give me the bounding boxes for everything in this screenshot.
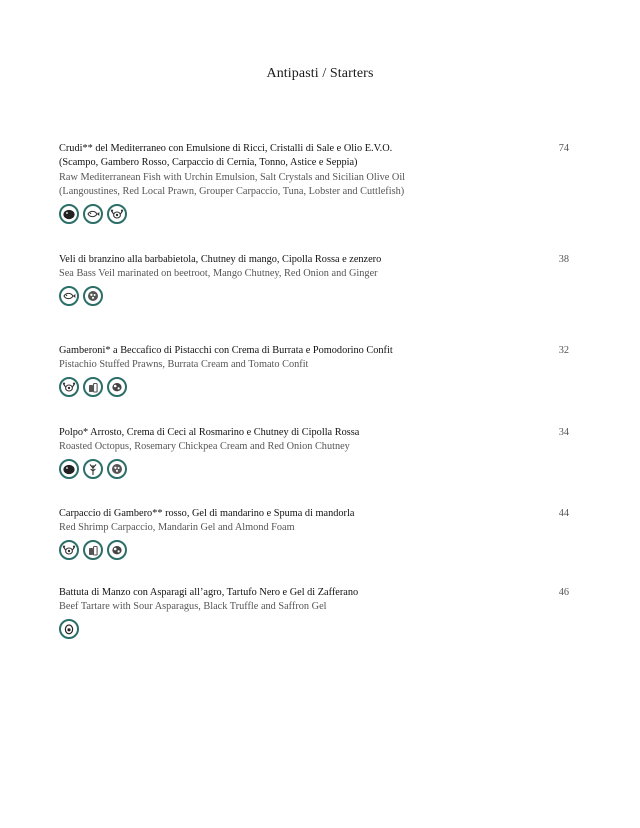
allergen-icons: [59, 286, 569, 306]
allergen-icons: [59, 377, 569, 397]
egg-icon: [59, 619, 79, 639]
sulphite-icon: [83, 286, 103, 306]
price: 74: [558, 143, 569, 154]
english-description: Raw Mediterranean Fish with Urchin Emulsion, Salt Crystals and Sicilian Olive Oil: [59, 172, 406, 183]
italian-name: Carpaccio di Gambero** rosso, Gel di mandarino e Spuma di mandorla: [59, 508, 355, 519]
english-description: Roasted Octopus, Rosemary Chickpea Cream and Red Onion Chutney: [59, 441, 350, 452]
english-description: Beef Tartare with Sour Asparagus, Black Truffle and Saffron Gel: [59, 601, 327, 612]
page-title: Antipasti / Starters: [266, 66, 374, 81]
crustacean-icon: [107, 204, 127, 224]
dairy-icon: [83, 540, 103, 560]
celery-icon: [83, 459, 103, 479]
crustacean-icon: [59, 540, 79, 560]
menu-item: [59, 142, 569, 224]
menu-item: [59, 426, 569, 479]
fish-icon: [83, 204, 103, 224]
price: 38: [558, 254, 569, 265]
mollusc-icon: [59, 204, 79, 224]
english-description: Pistachio Stuffed Prawns, Burrata Cream and Tomato Confit: [59, 359, 309, 370]
nuts-icon: [107, 540, 127, 560]
allergen-icons: [59, 204, 569, 224]
italian-name: Polpo* Arrosto, Crema di Ceci al Rosmarino e Chutney di Cipolla Rossa: [59, 427, 360, 438]
menu-item: [59, 344, 569, 397]
nuts-icon: [107, 377, 127, 397]
menu-item: [59, 586, 569, 639]
price: 44: [558, 508, 569, 519]
price: 46: [558, 587, 569, 598]
english-description: Red Shrimp Carpaccio, Mandarin Gel and Almond Foam: [59, 522, 295, 533]
price: 34: [558, 427, 569, 438]
italian-name: Gamberoni* a Beccafico di Pistacchi con Crema di Burrata e Pomodorino Confit: [59, 345, 393, 356]
price: 32: [558, 345, 569, 356]
italian-name: Crudi** del Mediterraneo con Emulsione di Ricci, Cristalli di Sale e Olio E.V.O.: [59, 143, 393, 154]
english-description: (Langoustines, Red Local Prawn, Grouper Carpaccio, Tuna, Lobster and Cuttlefish): [59, 186, 405, 197]
allergen-icons: [59, 540, 569, 560]
crustacean-icon: [59, 377, 79, 397]
fish-icon: [59, 286, 79, 306]
sulphite-icon: [107, 459, 127, 479]
allergen-icons: [59, 459, 569, 479]
allergen-icons: [59, 619, 569, 639]
mollusc-icon: [59, 459, 79, 479]
italian-name: (Scampo, Gambero Rosso, Carpaccio di Cernia, Tonno, Astice e Seppia): [59, 157, 358, 168]
menu-item: [59, 253, 569, 306]
dairy-icon: [83, 377, 103, 397]
menu-item: [59, 507, 569, 560]
english-description: Sea Bass Veil marinated on beetroot, Mango Chutney, Red Onion and Ginger: [59, 268, 378, 279]
italian-name: Battuta di Manzo con Asparagi all’agro, Tartufo Nero e Gel di Zafferano: [59, 587, 359, 598]
italian-name: Veli di branzino alla barbabietola, Chutney di mango, Cipolla Rossa e zenzero: [59, 254, 382, 265]
